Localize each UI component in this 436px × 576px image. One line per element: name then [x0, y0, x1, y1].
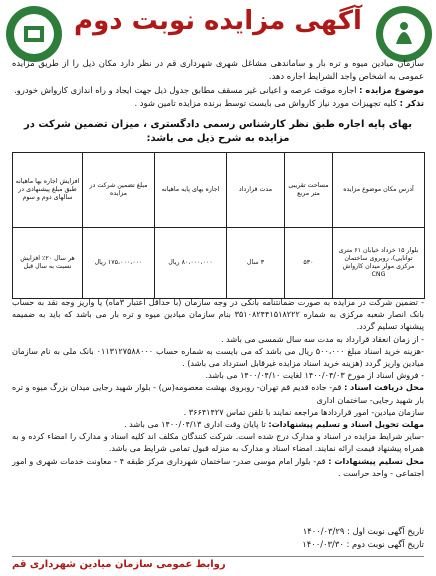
table-row [13, 228, 425, 299]
footer-signature: روابط عمومی سازمان میادین شهرداری قم [12, 559, 226, 570]
header-rent-increase: افزایش اجاره بها ماهیانه طبق مبلغ پیشنهادی در سالهای دوم و سوم [13, 153, 83, 228]
deadline-paragraph [12, 418, 424, 430]
submission-place-paragraph [12, 455, 424, 479]
cell-guarantee: ۱۷۵،۰۰۰،۰۰۰ ریال [83, 228, 155, 299]
cell-address: بلوار ۱۵ خرداد خیابان ۶۱ متری توانایی)، روبروی ساختمان مرکزی مولر میدان کارواش CNG [333, 228, 425, 299]
header-guarantee: مبلغ تضمین شرکت در مزایده [83, 153, 155, 228]
conditions-section [12, 296, 424, 479]
document-fee-paragraph: -هزینه خرید اسناد مبلغ ۵۰۰،۰۰۰ ریال می باشد که می بایست به شماره حساب ۰۱۱۳۱۲۷۵۸۸۰۰۰ بانک ملی به نام سازمان میادین واریز گردد (هزینه خرید اسناد مزایده غیرقابل استرداد می باشد) . [12, 345, 424, 369]
note-label: تذکر : [399, 97, 424, 108]
subject-text: اجاره موقت عرصه و اعیانی غیر مسقف مطابق جدول ذیل جهت ایجاد و راه اندازی کارواش خودرو. [14, 85, 357, 95]
lease-table [12, 152, 425, 299]
guarantee-paragraph: - تضمین شرکت در مزایده به صورت ضمانتنامه بانکی در وجه سازمان (با حداقل اعتبار ۳ماه) یا واریز وجه نقد به حساب بانک انصار شعبه مرکزی به شماره ۳۵۱۰۸۲۴۴۱۵۱۸۲۲۲ بنام سازمان میادین میوه و تره بار می باشد که باید به ضمیمه پیشنهاد تسلیم گردد. [12, 297, 424, 332]
subject-label: موضوع مزایده : [359, 85, 424, 95]
header-area: مساحت تقریبی متر مربع [285, 153, 333, 228]
note-text: کلیه تجهیزات مورد نیاز کارواش می بایست توسط برنده مزایده تامین شود . [134, 97, 397, 108]
document-pickup-text: قم- جاده قدیم قم تهران- روبروی بهشت معصومه(س) - بلوار شهید رجایی میدان بزرگ میوه و تره بار شهید رجایی- ساختمان اداری [12, 382, 424, 405]
submission-place-label: محل تسلیم پیشنهادات : [328, 455, 424, 466]
cell-base-rent: ۸۰،۰۰۰،۰۰۰ ریال [155, 228, 227, 299]
header-base-rent: اجاره بهای پایه ماهیانه [155, 153, 227, 228]
header-address: آدرس مکان موضوع مزایده [333, 153, 425, 228]
cell-rent-increase: هر سال ۲۰٪ افزایش نسبت به سال قبل [13, 228, 83, 299]
subject-section [12, 84, 424, 109]
contract-duration-paragraph: - از زمان انعقاد قرارداد به مدت سه سال شمسی می باشد . [221, 333, 424, 344]
document-pickup-label: محل دریافت اسناد : [344, 382, 425, 393]
submission-place-text: قم- بلوار امام موسی صدر- ساختمان شهرداری مرکز طبقه ۴ - معاونت خدمات شهری و امور اجتماعی - واحد حراست . [12, 455, 424, 478]
header-duration: مدت قرارداد [227, 153, 285, 228]
deadline-label: مهلت تحویل اسناد و تسلیم پیشنهادات: [268, 419, 424, 430]
other-conditions-paragraph: -سایر شرایط مزایده در اسناد و مدارک درج شده است. شرکت کنندگان مکلف اند کلیه اسناد و مدارک را امضاء کرده و به همراه پیشنهاد قیمت ارائه نمایند. امضاء اسناد و مدارک به منزله قبول تمامی شرایط می باشد. [12, 431, 424, 454]
table-header-row [13, 153, 425, 228]
cell-area: ۵۳۰ [285, 228, 333, 299]
intro-paragraph: سازمان میادین میوه و تره بار و ساماندهی مشاغل شهری شهرداری قم در نظر دارد مکان ذیل را از طریق مزایده عمومی به اشخاص واجد الشرایط اجاره دهد. [12, 58, 424, 81]
document-pickup-paragraph [12, 381, 424, 405]
footer [12, 556, 424, 570]
price-headline: بهای پایه اجاره طبق نظر کارشناس رسمی دادگستری ، میزان تضمین شرکت در مزایده به شرح ذیل می باشد: [23, 119, 413, 144]
sale-period-paragraph: - فروش اسناد از مورخ ۱۴۰۰/۰۴/۰۳ لغایت ۱۴۰۰/۰۴/۱۰ می باشد. [205, 370, 424, 381]
second-publication-date: تاریخ آگهی نوبت دوم : ۱۴۰۰/۰۳/۳۰ [302, 538, 424, 549]
deadline-text: تا پایان وقت اداری ۱۴۰۰/۰۴/۱۳ می باشد . [124, 419, 266, 430]
contact-paragraph: سازمان میادین- امور قراردادها مراجعه نمایند با تلفن تماس ۳۶۶۴۱۴۲۷ . [183, 406, 424, 417]
notice-title: آگهی مزایده نوبت دوم [74, 6, 362, 36]
publication-dates [12, 525, 424, 550]
first-publication-date: تاریخ آگهی نوبت اول : ۱۴۰۰/۰۳/۲۹ [302, 526, 424, 536]
cell-duration: ۳ سال [227, 228, 285, 299]
